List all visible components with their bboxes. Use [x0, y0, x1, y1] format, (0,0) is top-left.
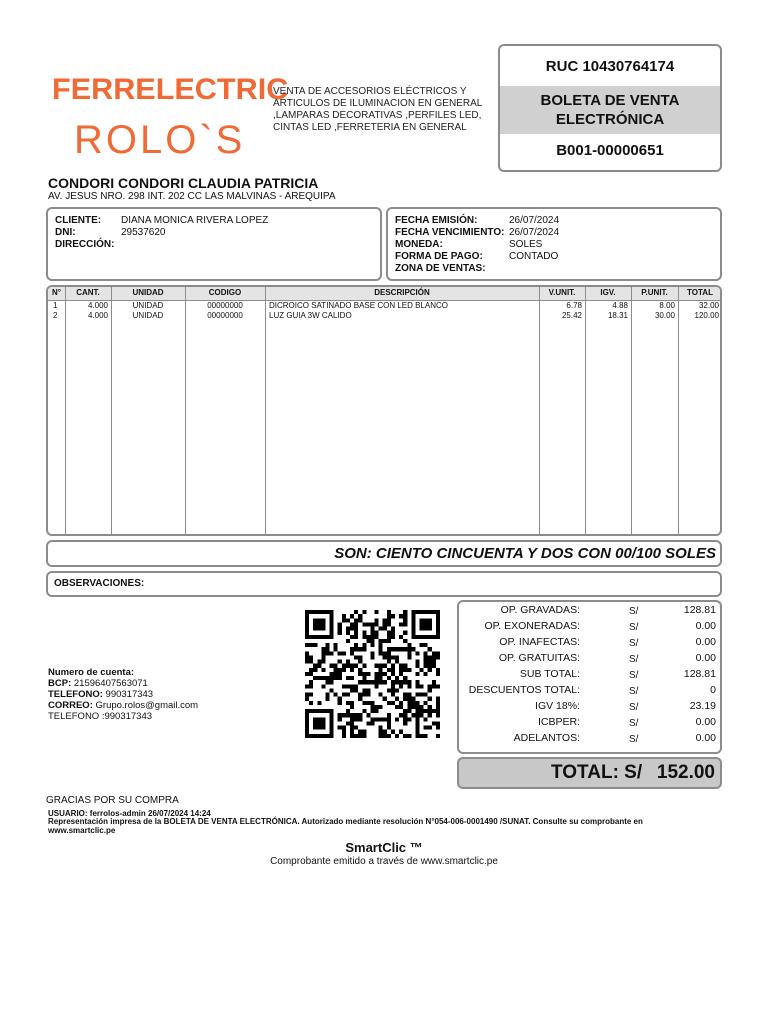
dni-label: DNI:: [55, 227, 76, 238]
ruc-number: RUC 10430764174: [545, 58, 675, 75]
igv-label: IGV 18%:: [535, 700, 580, 712]
correo-label: CORREO:: [48, 700, 93, 711]
observations-label: OBSERVACIONES:: [54, 578, 145, 589]
bank-title: Numero de cuenta:: [48, 667, 135, 678]
icbper-value: 0.00: [695, 716, 716, 728]
telefono-value: 990317343: [105, 689, 154, 700]
total-row-descuentos: [459, 684, 720, 700]
row1-vunit: 6.78: [566, 301, 582, 310]
total-row-adelantos: [459, 732, 720, 748]
vencimiento-label: FECHA VENCIMIENTO:: [395, 227, 505, 238]
forma-pago-row: [395, 251, 559, 263]
telefono-secondary: TELEFONO :990317343: [48, 711, 153, 722]
exoneradas-label: OP. EXONERADAS:: [484, 620, 580, 632]
dni-row: [55, 227, 166, 239]
total-row-exoneradas: [459, 620, 720, 636]
row2-total: 120.00: [694, 311, 719, 320]
thanks-message: GRACIAS POR SU COMPRA: [46, 795, 179, 806]
bank-info: [48, 667, 198, 722]
cliente-row: [55, 215, 269, 227]
icbper-label: ICBPER:: [537, 716, 580, 728]
qr-code: [305, 610, 440, 738]
inafectas-value: 0.00: [695, 636, 716, 648]
gravadas-label: OP. GRAVADAS:: [500, 604, 580, 616]
moneda-value: SOLES: [509, 239, 543, 250]
th-vunit: V.UNIT.: [548, 288, 576, 297]
total-row-igv: [459, 700, 720, 716]
forma-pago-label: FORMA DE PAGO:: [395, 251, 483, 262]
cliente-label: CLIENTE:: [55, 215, 102, 226]
descuentos-value: 0: [710, 684, 716, 696]
observations-box: [46, 571, 722, 597]
zona-ventas-label: ZONA DE VENTAS:: [395, 263, 486, 274]
smartclic-brand: SmartClic ™: [345, 840, 423, 855]
subtotal-currency: S/: [629, 670, 639, 681]
emision-label: FECHA EMISIÓN:: [395, 215, 478, 226]
brand-logo-bottom: ROLO`S: [74, 118, 246, 162]
row2-vunit: 25.42: [561, 311, 582, 320]
amount-in-words: SON: CIENTO CINCUENTA Y DOS CON 00/100 SOLES: [334, 545, 716, 562]
descuentos-label: DESCUENTOS TOTAL:: [468, 684, 580, 696]
th-punit: P.UNIT.: [641, 288, 668, 297]
adelantos-currency: S/: [629, 734, 639, 745]
th-unidad: UNIDAD: [132, 288, 164, 297]
th-total: TOTAL: [687, 288, 713, 297]
subtotal-label: SUB TOTAL:: [519, 668, 580, 680]
zona-ventas-row: [395, 263, 486, 275]
total-row-gratuitas: [459, 652, 720, 668]
emisor-name: CONDORI CONDORI CLAUDIA PATRICIA: [48, 175, 319, 191]
row2-punit: 30.00: [654, 311, 675, 320]
row2-unidad: UNIDAD: [132, 311, 164, 320]
amount-in-words-box: [46, 540, 722, 567]
forma-pago-value: CONTADO: [509, 251, 559, 262]
emisor-address: AV. JESUS NRO. 298 INT. 202 CC LAS MALVINAS - AREQUIPA: [48, 191, 336, 202]
user-info: USUARIO: ferrolos-admin 26/07/2024 14:24: [48, 809, 211, 818]
telefono-label: TELEFONO:: [48, 689, 103, 700]
direccion-label: DIRECCIÓN:: [55, 239, 115, 250]
th-codigo: CODIGO: [208, 288, 242, 297]
igv-value: 23.19: [689, 700, 716, 712]
gravadas-value: 128.81: [683, 604, 716, 616]
row2-descripcion: LUZ GUIA 3W CALIDO: [269, 311, 352, 320]
grand-total-label: TOTAL: S/: [551, 762, 643, 783]
adelantos-value: 0.00: [695, 732, 716, 744]
row1-total: 32.00: [698, 301, 719, 310]
gratuitas-label: OP. GRATUITAS:: [498, 652, 580, 664]
client-box: [46, 207, 382, 281]
items-table: [46, 285, 722, 536]
th-descripcion: DESCRIPCIÓN: [374, 288, 430, 297]
ruc-box: [498, 44, 722, 172]
brand-logo-top: FERRELECTRIC: [52, 73, 289, 106]
document-type: BOLETA DE VENTA ELECTRÓNICA: [500, 86, 720, 134]
row1-codigo: 00000000: [207, 301, 243, 310]
gratuitas-value: 0.00: [695, 652, 716, 664]
exoneradas-currency: S/: [629, 622, 639, 633]
totals-box: [457, 600, 722, 754]
row1-cant: 4.000: [87, 301, 108, 310]
icbper-currency: S/: [629, 718, 639, 729]
cliente-value: DIANA MONICA RIVERA LOPEZ: [121, 215, 269, 226]
document-serie: B001-00000651: [556, 142, 664, 159]
inafectas-label: OP. INAFECTAS:: [499, 636, 580, 648]
th-n: N°: [52, 288, 61, 297]
emision-value: 26/07/2024: [509, 215, 560, 226]
dates-box: [386, 207, 722, 281]
th-cant: CANT.: [76, 288, 100, 297]
igv-currency: S/: [629, 702, 639, 713]
row2-codigo: 00000000: [207, 311, 243, 320]
grand-total-value: 152.00: [656, 762, 715, 783]
row1-descripcion: DICROICO SATINADO BASE CON LED BLANCO: [269, 301, 448, 310]
exoneradas-value: 0.00: [695, 620, 716, 632]
brand-description: VENTA DE ACCESORIOS ELÉCTRICOS Y ARTICULOS DE ILUMINACION EN GENERAL ,LAMPARAS DECORATIVAS ,PERFILES LED, CINTAS LED ,FERRETERIA EN GENERAL: [273, 86, 482, 133]
inafectas-currency: S/: [629, 638, 639, 649]
th-igv: IGV.: [600, 288, 616, 297]
gravadas-currency: S/: [629, 606, 639, 617]
moneda-label: MONEDA:: [395, 239, 443, 250]
bcp-value: 21596407563071: [73, 678, 148, 689]
total-row-gravadas: [459, 604, 720, 620]
row1-igv: 4.88: [612, 301, 628, 310]
row2-cant: 4.000: [87, 311, 108, 320]
subtotal-value: 128.81: [683, 668, 716, 680]
total-row-inafectas: [459, 636, 720, 652]
descuentos-currency: S/: [629, 686, 639, 697]
legal-representation: Representación impresa de la BOLETA DE VENTA ELECTRÓNICA. Autorizado mediante resolución N°054-006-0001490 /SUNAT. Consulte su comprobante en www.smartclic.pe: [48, 817, 643, 835]
moneda-row: [395, 239, 543, 251]
emision-row: [395, 215, 560, 227]
dni-value: 29537620: [121, 227, 166, 238]
vencimiento-row: [395, 227, 560, 239]
total-row-subtotal: [459, 668, 720, 684]
bcp-label: BCP:: [48, 678, 72, 689]
smartclic-subtitle: Comprobante emitido a través de www.smartclic.pe: [270, 856, 498, 867]
row2-n: 2: [53, 311, 58, 320]
row1-punit: 8.00: [659, 301, 675, 310]
correo-value: Grupo.rolos@gmail.com: [95, 700, 199, 711]
row2-igv: 18.31: [607, 311, 628, 320]
row1-unidad: UNIDAD: [132, 301, 164, 310]
adelantos-label: ADELANTOS:: [513, 732, 580, 744]
row1-n: 1: [53, 301, 58, 310]
total-row-icbper: [459, 716, 720, 732]
direccion-row: [55, 239, 114, 251]
gratuitas-currency: S/: [629, 654, 639, 665]
vencimiento-value: 26/07/2024: [509, 227, 560, 238]
grand-total-box: [457, 757, 722, 789]
